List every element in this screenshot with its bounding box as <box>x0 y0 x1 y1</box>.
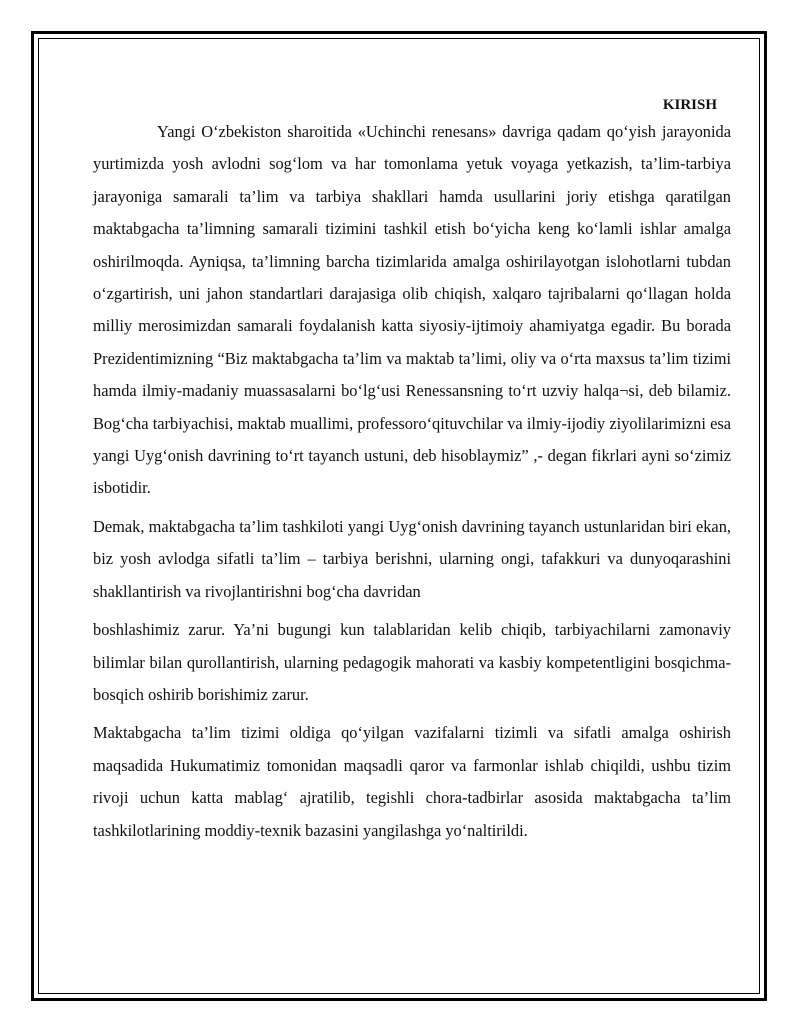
paragraph-intro: Yangi O‘zbekiston sharoitida «Uchinchi renesans» davriga qadam qo‘yish jarayonida yurtimizda yosh avlodni sog‘lom va har tomonlama yetuk voyaga yetkazish, ta’lim-tarbiya jarayoniga samarali ta’lim va tarbiya shakllari hamda usullarini joriy etishga qaratilgan maktabgacha ta’limning samarali tizimini tashkil etish bo‘yicha keng ko‘lamli ishlar amalga oshirilmoqda. Ayniqsa, ta’limning barcha tizimlarida amalga oshirilayotgan islohotlarni tubdan o‘zgartirish, uni jahon standartlari darajasiga olib chiqish, xalqaro tajribalarni qo‘llagan holda milliy merosimizdan samarali foydalanish katta siyosiy-ijtimoiy ahamiyatga egadir. Bu borada Prezidentimizning “Biz maktabgacha ta’lim va maktab ta’limi, oliy va o‘rta maxsus ta’lim tizimi hamda ilmiy-madaniy muassasalarni bo‘lg‘usi Renessansning to‘rt uzviy halqa¬si, deb bilamiz. Bog‘cha tarbiyachisi, maktab muallimi, professoro‘qituvchilar va ilmiy-ijodiy ziyolilarimizni esa yangi Uyg‘onish davrining to‘rt tayanch ustuni, deb hisoblaymiz” ,- degan fikrlari ayni so‘zimiz isbotidir. <box>93 122 731 498</box>
paragraph-teacher-training: boshlashimiz zarur. Ya’ni bugungi kun talablaridan kelib chiqib, tarbiyachilarni zamonaviy bilimlar bilan qurollantirish, ularning pedagogik mahorati va kasbiy kompetentligini bosqichma-bosqich oshirib borishimiz zarur. <box>93 620 731 704</box>
document-body <box>93 96 731 847</box>
paragraph-government-measures: Maktabgacha ta’lim tizimi oldiga qo‘yilgan vazifalarni tizimli va sifatli amalga oshirish maqsadida Hukumatimiz tomonidan maqsadli qaror va farmonlar ishlab chiqildi, ushbu tizim rivoji uchun katta mablag‘ ajratilib, tegishli chora-tadbirlar asosida maktabgacha ta’lim tashkilotlarining moddiy-texnik bazasini yangilashga yo‘naltirildi. <box>93 723 731 840</box>
section-heading: KIRISH <box>662 97 717 113</box>
paragraph-preschool-pillar: Demak, maktabgacha ta’lim tashkiloti yangi Uyg‘onish davrining tayanch ustunlaridan biri ekan, biz yosh avlodga sifatli ta’lim – tarbiya berishni, ularning ongi, tafakkuri va dunyoqarashini shakllantirish va rivojlantirishni bog‘cha davridan <box>93 516 731 601</box>
